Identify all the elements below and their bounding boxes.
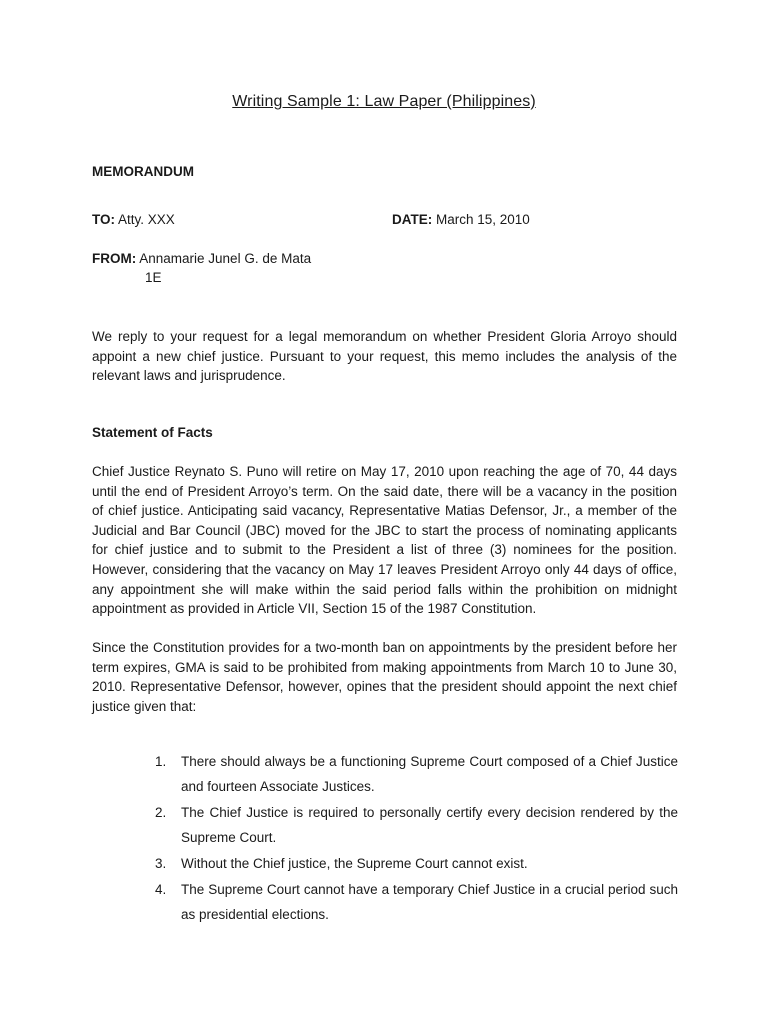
date-label: DATE: bbox=[392, 212, 433, 227]
reasons-list bbox=[155, 749, 678, 928]
date-value: March 15, 2010 bbox=[432, 212, 530, 227]
list-item bbox=[155, 749, 678, 799]
facts-paragraph-1: Chief Justice Reynato S. Puno will retire on May 17, 2010 upon reaching the age of 70, 44 days until the end of President Arroyo’s term. On the said date, there will be a vacancy in the position of chief justice. Anticipating said vacancy, Representative Matias Defensor, Jr., a member of the Judicial and Bar Council (JBC) moved for the JBC to start the process of nominating applicants for chief justice and to submit to the President a list of three (3) nominees for the position. However, considering that the vacancy on May 17 leaves President Arroyo only 44 days of office, any appointment she will make within the said period falls within the prohibition on midnight appointment as provided in Article VII, Section 15 of the 1987 Constitution. bbox=[92, 464, 677, 617]
list-text: There should always be a functioning Supreme Court composed of a Chief Justice and fourteen Associate Justices. bbox=[181, 754, 678, 794]
date-line bbox=[392, 212, 530, 227]
to-label: TO: bbox=[92, 212, 115, 227]
list-text: The Supreme Court cannot have a temporary Chief Justice in a crucial period such as presidential elections. bbox=[181, 882, 678, 922]
facts-heading: Statement of Facts bbox=[92, 425, 213, 440]
from-line bbox=[92, 251, 311, 266]
facts-paragraph-2: Since the Constitution provides for a two-month ban on appointments by the president before her term expires, GMA is said to be prohibited from making appointments from March 10 to June 30, 2010. Representative Defensor, however, opines that the president should appoint the next chief justice given that: bbox=[92, 640, 677, 714]
list-text: Without the Chief justice, the Supreme Court cannot exist. bbox=[181, 856, 528, 871]
list-number: 2. bbox=[155, 805, 167, 820]
list-number: 3. bbox=[155, 856, 167, 871]
to-line bbox=[92, 212, 175, 227]
to-value: Atty. XXX bbox=[115, 212, 175, 227]
list-text: The Chief Justice is required to personally certify every decision rendered by the Supreme Court. bbox=[181, 805, 678, 845]
list-item bbox=[155, 851, 678, 876]
from-value: Annamarie Junel G. de Mata bbox=[136, 251, 312, 266]
intro-paragraph: We reply to your request for a legal memorandum on whether President Gloria Arroyo should appoint a new chief justice. Pursuant to your request, this memo includes the analysis of the relevant laws and jurisprudence. bbox=[92, 329, 677, 384]
list-number: 1. bbox=[155, 754, 167, 769]
from-label: FROM: bbox=[92, 251, 137, 266]
document-title: Writing Sample 1: Law Paper (Philippines) bbox=[232, 93, 536, 110]
list-item bbox=[155, 800, 678, 850]
memo-heading: MEMORANDUM bbox=[92, 164, 194, 179]
list-number: 4. bbox=[155, 882, 167, 897]
author-section: 1E bbox=[145, 270, 162, 285]
list-item bbox=[155, 877, 678, 927]
